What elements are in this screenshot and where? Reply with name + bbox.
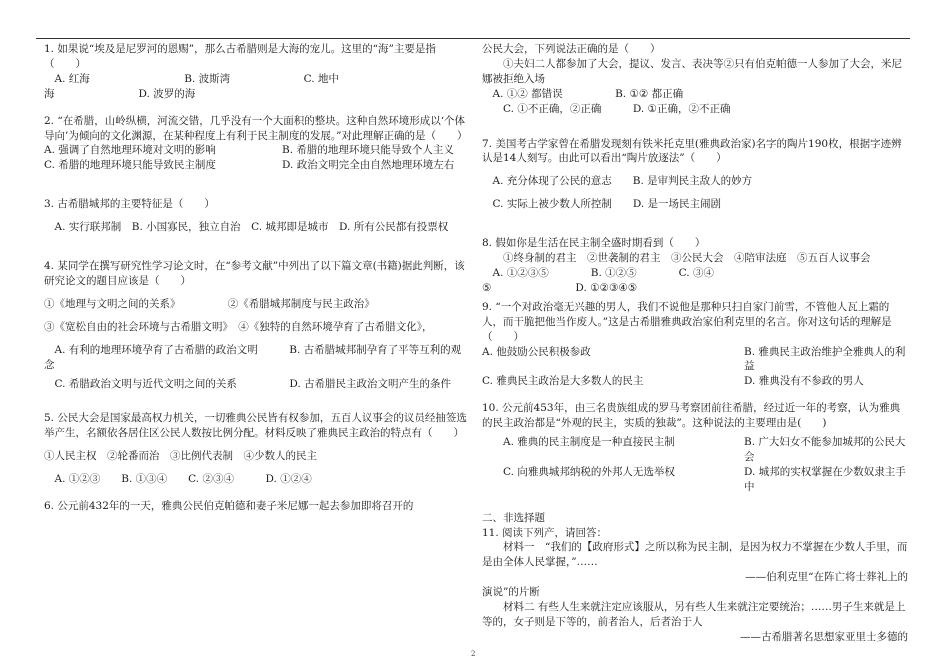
q9-option-a: A. 他鼓励公民积极参政 (482, 345, 591, 358)
question-6-continued (482, 42, 908, 117)
q9-option-d: D. 雅典没有不参政的男人 (744, 375, 864, 388)
question-5 (44, 411, 470, 487)
q6-options-ab: A. ①② 都错误 B. ①② 都正确 (482, 87, 684, 100)
question-8 (482, 236, 908, 296)
q7-stem: 7. 美国考古学家曾在希腊发现刻有铁米托克里(雅典政治家)名字的陶片190枚，根据字迹辨认是14人刻写。由此可以看出“陶片放逐法”（ ） (482, 137, 902, 165)
q5-stem: 5. 公民大会是国家最高权力机关，一切雅典公民皆有权参加，五百人议事会的议员经抽签选举产生，名额依各居住区公民人数按比例分配。材料反映了雅典民主政治的特点有（ ） (44, 412, 467, 440)
question-9 (482, 300, 908, 389)
question-10 (482, 401, 908, 494)
q8-options: A. ①②③⑤ B. ①②⑤ C. ③④ (482, 266, 714, 279)
q10-option-b: B. 广大妇女不能参加城邦的公民大会 (744, 436, 906, 463)
q4-references-1: ①《地理与文明之间的关系》 ②《希腊城邦制度与民主政治》 (44, 297, 375, 310)
q2-option-c: C. 希腊的地理环境只能导致民主制度 (44, 159, 216, 172)
q9-option-c: C. 雅典民主政治是大多数人的民主 (482, 375, 644, 388)
q7-options-ab: A. 充分体现了公民的意志 B. 是审判民主敌人的妙方 (482, 175, 753, 188)
material-two-source: ——古希腊著名思想家亚里士多德的 (740, 630, 908, 643)
material-one-source: ——伯利克里“在阵亡将士葬礼上的 (745, 571, 908, 584)
q1-options: A. 红海 B. 波斯湾 C. 地中 (44, 72, 339, 85)
q5-items: ①人民主权 ②轮番而治 ③比例代表制 ④少数人的民主 (44, 450, 317, 463)
top-rule (36, 38, 910, 39)
q4-stem: 4. 某同学在撰写研究性学习论文时，在“参考文献”中列出了以下篇文章(书籍)据此判断，该研究论文的题目应该是（ ） (44, 260, 465, 287)
question-2 (44, 114, 470, 174)
q2-stem: 2. “在希腊，山岭纵横，河流交错，几乎没有一个大面积的整块。这种自然环境形成以‘个体导向’为倾向的文化渊源，在某种程度上有利于民主制度的发展。”对此理解正确的是（ ） (44, 114, 468, 142)
q4-references-2: ③《宽松自由的社会环境与古希腊文明》 ④《独特的自然环境孕育了古希腊文化》， (44, 320, 433, 333)
q6-stem-cont: 公民大会，下列说法正确的是（ ） (482, 43, 661, 55)
q8-stem: 8. 假如你是生活在民主制全盛时期看到（ ） (482, 237, 706, 250)
left-column (44, 42, 470, 514)
q8-items: ①终身制的君主 ②世袭制的君主 ③公民大会 ④陪审法庭 ⑤五百人议事会 (482, 252, 871, 265)
q6-statements: ①夫妇二人都参加了大会，提议、发言、表决等②只有伯克帕德一人参加了大会，米尼娜被拒绝入场 (482, 57, 902, 85)
material-one: 材料一 “我们的【政府形式】之所以称为民主制，是因为权力不掌握在少数人手里，而是由全体人民掌握，”…… (482, 541, 908, 569)
question-4 (44, 259, 470, 391)
q11-stem: 11. 阅读下列产，请回答： (482, 526, 608, 539)
q6-stem: 6. 公元前432年的一天，雅典公民伯克帕德和妻子米尼娜一起去参加即将召开的 (44, 500, 414, 513)
q10-option-d: D. 城邦的实权掌握在少数奴隶主手中 (744, 465, 906, 493)
q1-stem: 1. 如果说“埃及是尼罗河的恩赐”，那么古希腊则是大海的宠儿。这里的“海”主要是指（ ） (44, 43, 436, 70)
q10-stem: 10. 公元前453年，由三名贵族组成的罗马考察团前往希腊，经过近一年的考察，认为雅典的民主政治都是“外观的民主，实质的独裁”。这种说法的主要理由是( ) (482, 402, 901, 430)
question-1 (44, 42, 470, 102)
q5-options: A. ①②③ B. ①③④ C. ②③④ D. ①②④ (44, 473, 312, 486)
page-number: 2 (471, 650, 476, 658)
q9-option-b: B. 雅典民主政治维护全雅典人的利益 (744, 345, 906, 373)
q1-options-cont: 海 D. 波罗的海 (44, 87, 196, 100)
right-column (482, 42, 908, 645)
q10-option-c: C. 向雅典城邦纳税的外邦人无选举权 (482, 465, 675, 478)
question-6 (44, 499, 470, 514)
question-3 (44, 197, 470, 235)
q10-option-a: A. 雅典的民主制度是一种直接民主制 (482, 436, 675, 449)
q2-option-a: A. 强调了自然地理环境对文明的影响 (44, 144, 216, 157)
material-one-source-cont: 演说”的片断 (482, 586, 540, 599)
q9-stem: 9. “一个对政治毫无兴趣的男人，我们不说他是那种只扫自家门前雪，不管他人瓦上霜的人，而干脆把他当作废人。”这是古希腊雅典政治家伯利克里的名言。你对这句话的理解是（ ） (482, 300, 892, 343)
q2-option-b: B. 希腊的地理环境只能导致个人主义 (282, 144, 454, 157)
q4-options-ab: A. 有利的地理环境孕育了古希腊的政治文明 B. 古希腊城邦制孕育了平等互利的观念 (44, 343, 462, 371)
question-7 (482, 137, 908, 213)
q6-options-cd: C. ①不正确，②正确 D. ①正确，②不正确 (482, 102, 731, 115)
q7-options-cd: C. 实际上被少数人所控制 D. 是一场民主闹剧 (482, 198, 722, 211)
q4-options-cd: C. 希腊政治文明与近代文明之间的关系 D. 古希腊民主政治文明产生的条件 (44, 377, 452, 390)
part-two-heading: 二、非选择题 (482, 511, 545, 524)
q2-option-d: D. 政治文明完全由自然地理环境左右 (282, 159, 455, 172)
material-two: 材料二 有些人生来就注定应该服从，另有些人生来就注定要统治；……男子生来就是上等的，女子则是下等的，前者治人，后者治于人 (482, 601, 906, 628)
q3-stem: 3. 古希腊城邦的主要特征是（ ） (44, 198, 215, 211)
part-two (482, 511, 908, 645)
q3-options: A. 实行联邦制 B. 小国寡民，独立自治 C. 城邦即是城市 D. 所有公民都有投票权 (44, 221, 449, 234)
q8-options-cont: ⑤ D. ①②③④⑤ (482, 281, 638, 294)
